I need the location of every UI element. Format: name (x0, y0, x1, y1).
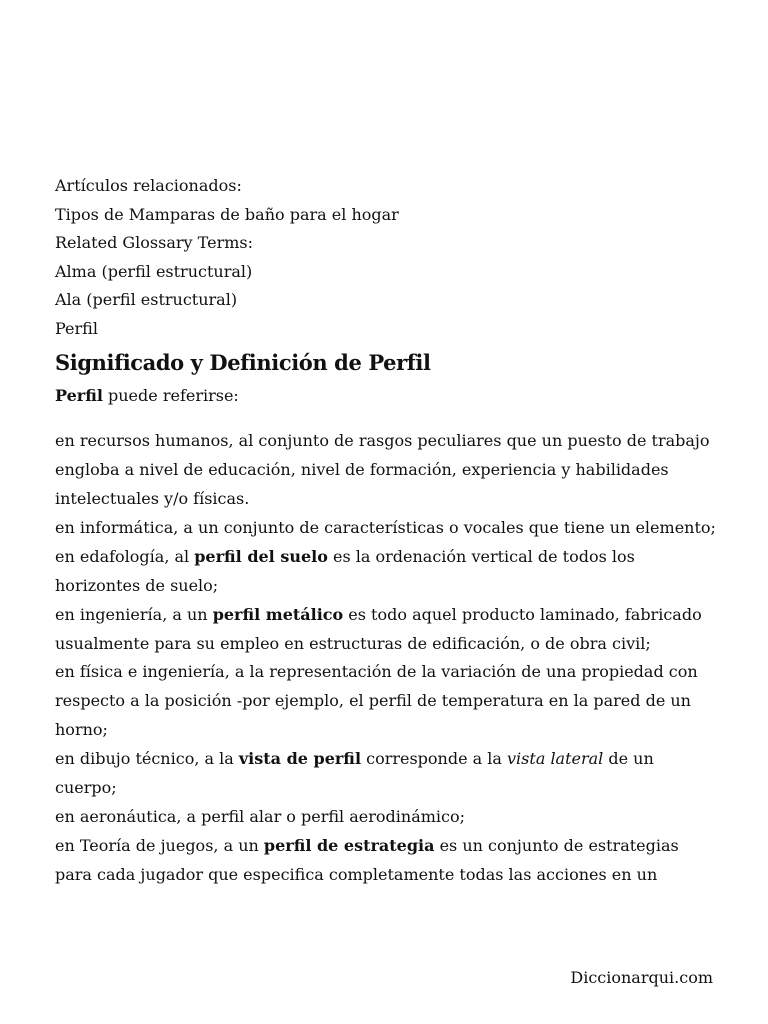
glossary-term-link-text[interactable]: Perfil (55, 318, 98, 338)
intro-text: puede referirse: (102, 385, 239, 405)
definition-term: perfil metálico (212, 604, 344, 624)
definition-text: es todo aquel producto laminado, fabricado usualmente para su empleo en estructuras de edificación, o de obra civil; (55, 604, 702, 653)
definition-item (55, 658, 717, 745)
glossary-term-link[interactable] (55, 258, 717, 287)
glossary-term-link[interactable] (55, 315, 717, 344)
related-articles-heading: Artículos relacionados: (55, 176, 242, 195)
definition-text: en física e ingeniería, a la representación de la variación de una propiedad con respecto a la posición -por ejemplo, el perfil de temperatura en la pared de un horno; (55, 662, 698, 740)
definition-item (55, 832, 717, 890)
definition-item (55, 745, 717, 803)
definition-item (55, 601, 717, 659)
definition-item (55, 514, 717, 543)
intro-term: Perfil (55, 385, 103, 405)
glossary-heading: Related Glossary Terms: (55, 233, 253, 253)
definition-text: corresponde a la (361, 749, 508, 769)
definition-text: de un cuerpo; (55, 749, 654, 798)
definition-text: es un conjunto de estrategias para cada jugador que especifica completamente todas las acciones en un (55, 835, 679, 884)
definition-text: es la ordenación vertical de todos los horizontes de suelo; (55, 546, 635, 595)
definition-emphasis: vista lateral (507, 749, 604, 769)
definition-item (55, 427, 717, 514)
definition-text: en informática, a un conjunto de características o vocales que tiene un elemento; (55, 517, 716, 537)
definition-text: en edafología, al (55, 546, 195, 566)
glossary-term-link-text[interactable]: Ala (perfil estructural) (55, 290, 238, 310)
definition-item (55, 803, 717, 832)
definition-term: perfil del suelo (194, 546, 328, 566)
definition-text: en aeronáutica, a perfil alar o perfil aerodinámico; (55, 806, 466, 826)
definition-term: vista de perfil (238, 749, 362, 769)
article-content (55, 172, 717, 890)
article-intro (55, 382, 717, 411)
definition-text: en Teoría de juegos, a un (55, 835, 264, 855)
definition-term: perfil de estrategia (263, 835, 435, 855)
definition-text: en recursos humanos, al conjunto de rasgos peculiares que un puesto de trabajo engloba a nivel de educación, nivel de formación, experiencia y habilidades intelectuales y/o físicas. (55, 431, 710, 508)
definition-list (55, 427, 717, 890)
glossary-term-link-text[interactable]: Alma (perfil estructural) (55, 261, 253, 281)
definition-text: en ingeniería, a un (55, 604, 213, 624)
related-article-link[interactable] (55, 201, 717, 230)
related-article-link-text[interactable]: Tipos de Mamparas de baño para el hogar (55, 204, 399, 224)
article-title: Significado y Definición de Perfil (55, 349, 431, 375)
glossary-term-link[interactable] (55, 286, 717, 315)
definition-item (55, 543, 717, 601)
definition-text: en dibujo técnico, a la (55, 749, 239, 769)
footer-site-name: Diccionarqui.com (570, 968, 713, 987)
